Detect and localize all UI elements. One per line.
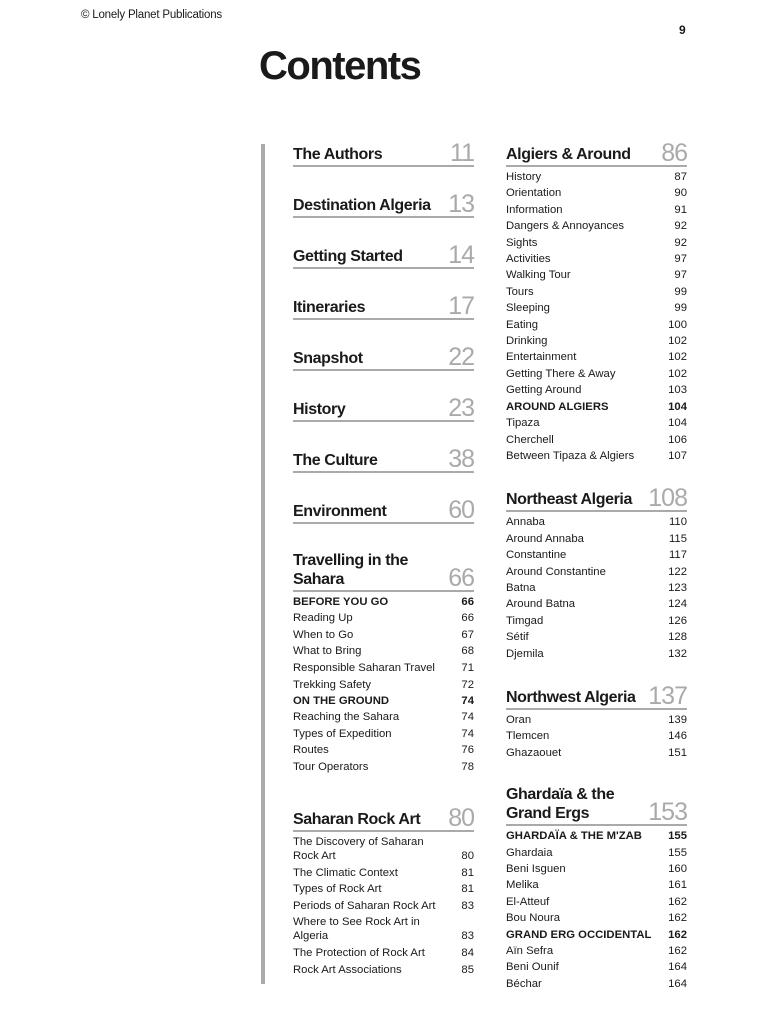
toc-entry[interactable] [506, 894, 687, 910]
entry-page-number: 74 [461, 727, 474, 740]
entry-title: Rock Art Associations [293, 963, 402, 976]
chapter-page-number: 60 [448, 496, 474, 524]
chapter-entry-list [293, 834, 474, 978]
entry-page-number: 126 [668, 614, 687, 627]
entry-page-number: 83 [461, 930, 474, 943]
toc-entry[interactable] [506, 514, 687, 530]
toc-entry[interactable] [293, 962, 474, 978]
toc-chapter-northeast-algeria [506, 485, 687, 662]
chapter-title: Environment [293, 503, 387, 520]
toc-entry[interactable] [506, 613, 687, 629]
toc-entry[interactable] [506, 448, 687, 464]
entry-page-number: 81 [461, 867, 474, 880]
toc-entry[interactable] [506, 845, 687, 861]
entry-page-number: 85 [461, 963, 474, 976]
toc-entry[interactable] [506, 943, 687, 959]
entry-page-number: 87 [674, 171, 687, 183]
entry-page-number: 102 [668, 335, 687, 348]
entry-title: Getting Around [506, 384, 582, 397]
toc-right-column [506, 140, 687, 1013]
entry-title: Sights [506, 236, 538, 249]
toc-entry[interactable] [506, 300, 687, 316]
entry-page-number: 103 [668, 384, 687, 397]
entry-title: When to Go [293, 628, 354, 641]
entry-page-number: 99 [674, 302, 687, 315]
toc-chapter-travelling-in-the-sahara [293, 548, 474, 775]
chapter-title: Travelling in the Sahara [293, 552, 409, 588]
entry-title: Aïn Sefra [506, 945, 554, 958]
entry-title: Walking Tour [506, 269, 571, 282]
entry-page-number: 107 [668, 449, 687, 462]
entry-title: Where to See Rock Art in Algeria [293, 916, 420, 943]
toc-entry[interactable] [506, 646, 687, 662]
entry-title: Tours [506, 285, 534, 298]
toc-entry[interactable] [293, 881, 474, 897]
entry-title: Tour Operators [293, 760, 369, 773]
entry-page-number: 102 [668, 351, 687, 364]
entry-title: Timgad [506, 614, 544, 627]
entry-page-number: 81 [461, 883, 474, 896]
chapter-page-number: 23 [448, 394, 474, 422]
chapter-page-number: 22 [448, 343, 474, 371]
toc-entry[interactable] [506, 317, 687, 333]
entry-page-number: 124 [668, 598, 687, 611]
toc-chapter-the-authors [293, 140, 474, 167]
toc-entry[interactable] [506, 976, 687, 992]
entry-page-number: 92 [674, 236, 687, 249]
chapter-heading[interactable] [293, 497, 474, 524]
chapter-heading[interactable] [506, 140, 687, 167]
toc-entry[interactable] [293, 834, 474, 865]
toc-entry[interactable] [506, 202, 687, 218]
chapter-title: Saharan Rock Art [293, 811, 421, 829]
entry-page-number: 102 [668, 367, 687, 380]
chapter-page-number: 153 [648, 798, 687, 827]
entry-page-number: 106 [668, 433, 687, 446]
chapter-title: Itineraries [293, 299, 366, 316]
entry-title: What to Bring [293, 645, 362, 658]
entry-page-number: 97 [674, 253, 687, 266]
toc-entry[interactable] [506, 580, 687, 596]
toc-entry[interactable] [506, 547, 687, 563]
chapter-title: Snapshot [293, 350, 363, 367]
chapter-page-number: 66 [448, 564, 474, 592]
toc-entry[interactable] [506, 169, 687, 185]
toc-entry[interactable] [293, 643, 474, 659]
entry-title: Types of Rock Art [293, 883, 382, 896]
entry-title: ON THE GROUND [293, 695, 390, 708]
entry-title: Around Batna [506, 598, 576, 611]
entry-title: Reaching the Sahara [293, 711, 400, 724]
toc-entry[interactable] [293, 726, 474, 742]
entry-title: Around Constantine [506, 565, 606, 578]
chapter-page-number: 38 [448, 445, 474, 473]
chapter-entry-list [506, 828, 687, 992]
chapter-title: Algiers & Around [506, 146, 631, 163]
toc-entry[interactable] [293, 660, 474, 677]
chapter-heading[interactable] [293, 293, 474, 320]
toc-section-heading[interactable] [293, 594, 474, 610]
toc-chapter-environment [293, 497, 474, 524]
entry-page-number: 78 [461, 760, 474, 773]
entry-title: BEFORE YOU GO [293, 596, 389, 608]
toc-entry[interactable] [506, 415, 687, 431]
entry-page-number: 74 [461, 695, 474, 708]
toc-entry[interactable] [506, 251, 687, 267]
entry-title: Trekking Safety [293, 678, 372, 691]
entry-title: Annaba [506, 516, 545, 529]
chapter-title: Ghardaïa & the Grand Ergs [506, 786, 615, 823]
entry-page-number: 161 [668, 879, 687, 892]
entry-title: Ghardaia [506, 846, 553, 859]
entry-title: Dangers & Annoyances [506, 220, 625, 233]
entry-title: Oran [506, 713, 532, 726]
entry-page-number: 74 [461, 711, 474, 724]
entry-title: Béchar [506, 977, 542, 990]
chapter-heading[interactable] [293, 395, 474, 422]
toc-chapter-the-culture [293, 446, 474, 473]
toc-section-heading[interactable] [506, 927, 687, 943]
toc-entry[interactable] [293, 742, 474, 758]
entry-title: Djemila [506, 647, 544, 660]
chapter-page-number: 17 [448, 292, 474, 320]
chapter-entry-list [506, 169, 687, 464]
chapter-heading[interactable] [293, 344, 474, 371]
toc-entry[interactable] [506, 185, 687, 201]
entry-page-number: 71 [461, 661, 474, 674]
chapter-title: History [293, 401, 346, 418]
entry-title: Entertainment [506, 351, 577, 364]
entry-title: GHARDAÏA & THE M'ZAB [506, 830, 642, 843]
entry-title: Getting There & Away [506, 367, 616, 380]
entry-title: Routes [293, 744, 329, 757]
entry-page-number: 83 [461, 899, 474, 912]
toc-chapter-saharan-rock-art [293, 805, 474, 978]
entry-page-number: 92 [674, 220, 687, 233]
toc-chapter-snapshot [293, 344, 474, 371]
toc-section-heading[interactable] [506, 399, 687, 415]
toc-entry[interactable] [293, 677, 474, 693]
entry-page-number: 104 [668, 400, 687, 413]
entry-page-number: 160 [668, 863, 687, 875]
entry-page-number: 155 [668, 830, 687, 843]
entry-title: Activities [506, 253, 551, 266]
chapter-title: Northwest Algeria [506, 688, 636, 706]
chapter-heading[interactable] [506, 782, 687, 826]
entry-page-number: 76 [461, 744, 474, 757]
toc-entry[interactable] [506, 382, 687, 398]
entry-title: Responsible Saharan Travel [293, 661, 435, 674]
entry-title: Periods of Saharan Rock Art [293, 899, 436, 912]
entry-title: Around Annaba [506, 532, 584, 545]
entry-title: Eating [506, 318, 539, 331]
toc-left-column [293, 140, 474, 1008]
toc-section-heading[interactable] [293, 693, 474, 709]
entry-page-number: 151 [668, 746, 687, 759]
chapter-page-number: 86 [661, 139, 687, 167]
entry-page-number: 164 [668, 961, 687, 974]
toc-entry[interactable] [506, 531, 687, 547]
chapter-page-number: 13 [448, 190, 474, 218]
toc-entry[interactable] [293, 914, 474, 945]
chapter-page-number: 108 [648, 484, 687, 513]
entry-page-number: 84 [461, 947, 474, 960]
toc-chapter-getting-started [293, 242, 474, 269]
chapter-title: Northeast Algeria [506, 491, 632, 509]
toc-entry[interactable] [506, 712, 687, 728]
chapter-title: The Culture [293, 452, 378, 469]
toc-entry[interactable] [506, 564, 687, 580]
chapter-entry-list [293, 594, 474, 775]
entry-page-number: 115 [668, 532, 687, 545]
entry-title: Melika [506, 879, 539, 892]
toc-entry[interactable] [293, 945, 474, 961]
chapter-entry-list [506, 514, 687, 662]
entry-page-number: 155 [668, 846, 687, 859]
entry-page-number: 164 [668, 977, 687, 990]
toc-entry[interactable] [506, 218, 687, 234]
entry-title: Sleeping [506, 302, 550, 315]
chapter-page-number: 80 [448, 804, 474, 833]
toc-entry[interactable] [506, 333, 687, 349]
entry-title: Reading Up [293, 612, 353, 625]
entry-title: The Protection of Rock Art [293, 947, 425, 960]
entry-title: The Discovery of Saharan Rock Art [293, 836, 424, 863]
toc-entry[interactable] [293, 898, 474, 914]
chapter-title: The Authors [293, 146, 383, 163]
toc-entry[interactable] [506, 432, 687, 448]
chapter-page-number: 137 [648, 681, 687, 710]
entry-title: AROUND ALGIERS [506, 400, 609, 413]
entry-title: El-Atteuf [506, 895, 550, 908]
toc-entry[interactable] [506, 877, 687, 893]
toc-entry[interactable] [506, 235, 687, 251]
entry-title: Beni Isguen [506, 863, 566, 875]
entry-title: Tipaza [506, 417, 540, 430]
copyright-notice: © Lonely Planet Publications [81, 9, 222, 21]
entry-page-number: 162 [668, 945, 687, 958]
entry-page-number: 97 [674, 269, 687, 282]
entry-title: Between Tipaza & Algiers [506, 449, 635, 462]
entry-page-number: 66 [461, 596, 474, 608]
toc-entry[interactable] [506, 629, 687, 645]
entry-title: Orientation [506, 187, 562, 200]
entry-page-number: 80 [461, 850, 474, 863]
toc-entry[interactable] [506, 596, 687, 612]
entry-title: Ghazaouet [506, 746, 562, 759]
chapter-heading[interactable] [293, 191, 474, 218]
toc-entry[interactable] [506, 366, 687, 382]
page-title: Contents [259, 44, 421, 88]
chapter-title: Destination Algeria [293, 197, 431, 214]
entry-page-number: 99 [674, 285, 687, 298]
entry-title: Sétif [506, 631, 529, 644]
entry-page-number: 104 [668, 417, 687, 430]
chapter-heading[interactable] [293, 548, 474, 592]
entry-page-number: 91 [674, 203, 687, 216]
chapter-title: Getting Started [293, 248, 403, 265]
entry-page-number: 122 [668, 565, 687, 578]
toc-chapter-itineraries [293, 293, 474, 320]
toc-entry[interactable] [293, 759, 474, 775]
entry-title: Tlemcen [506, 730, 550, 743]
toc-entry[interactable] [293, 610, 474, 626]
entry-page-number: 66 [461, 612, 474, 625]
entry-page-number: 146 [668, 730, 687, 743]
toc-chapter-algiers-around [506, 140, 687, 464]
entry-title: Information [506, 203, 563, 216]
entry-page-number: 162 [668, 912, 687, 925]
entry-title: Drinking [506, 335, 548, 348]
toc-entry[interactable] [293, 865, 474, 881]
chapter-page-number: 14 [448, 241, 474, 269]
entry-page-number: 72 [461, 678, 474, 691]
chapter-heading[interactable] [506, 683, 687, 710]
toc-chapter-destination-algeria [293, 191, 474, 218]
toc-entry[interactable] [506, 728, 687, 744]
entry-page-number: 162 [668, 895, 687, 908]
entry-title: Bou Noura [506, 912, 561, 925]
chapter-entry-list [506, 712, 687, 761]
entry-title: History [506, 171, 542, 183]
entry-title: Types of Expedition [293, 727, 392, 740]
entry-page-number: 128 [668, 631, 687, 644]
entry-page-number: 90 [674, 187, 687, 200]
entry-page-number: 132 [668, 647, 687, 660]
toc-chapter-northwest-algeria [506, 683, 687, 761]
entry-page-number: 162 [668, 928, 687, 941]
chapter-heading[interactable] [293, 140, 474, 167]
toc-entry[interactable] [506, 745, 687, 761]
entry-title: Beni Ounif [506, 961, 559, 974]
entry-title: Constantine [506, 549, 567, 562]
entry-page-number: 117 [668, 549, 687, 562]
page-number: 9 [679, 23, 686, 37]
chapter-page-number: 11 [450, 139, 474, 167]
toc-entry[interactable] [506, 284, 687, 300]
chapter-heading[interactable] [293, 242, 474, 269]
toc-entry[interactable] [506, 959, 687, 975]
chapter-heading[interactable] [293, 446, 474, 473]
chapter-heading[interactable] [293, 805, 474, 832]
toc-chapter-history [293, 395, 474, 422]
entry-page-number: 139 [668, 713, 687, 726]
toc-entry[interactable] [506, 267, 687, 283]
entry-page-number: 110 [668, 516, 687, 529]
entry-title: GRAND ERG OCCIDENTAL [506, 928, 652, 941]
chapter-heading[interactable] [506, 485, 687, 512]
toc-entry[interactable] [506, 349, 687, 365]
entry-page-number: 67 [461, 628, 474, 641]
entry-title: The Climatic Context [293, 867, 398, 880]
toc-entry[interactable] [293, 627, 474, 643]
entry-title: Batna [506, 581, 536, 594]
entry-title: Cherchell [506, 433, 554, 446]
toc-entry[interactable] [506, 910, 687, 926]
vertical-divider [261, 144, 265, 984]
toc-chapter-ghardaia-the-grand-ergs [506, 782, 687, 992]
toc-entry[interactable] [293, 709, 474, 725]
entry-page-number: 68 [461, 645, 474, 658]
toc-entry[interactable] [506, 861, 687, 877]
toc-section-heading[interactable] [506, 828, 687, 844]
entry-page-number: 100 [668, 318, 687, 331]
entry-page-number: 123 [668, 581, 687, 594]
